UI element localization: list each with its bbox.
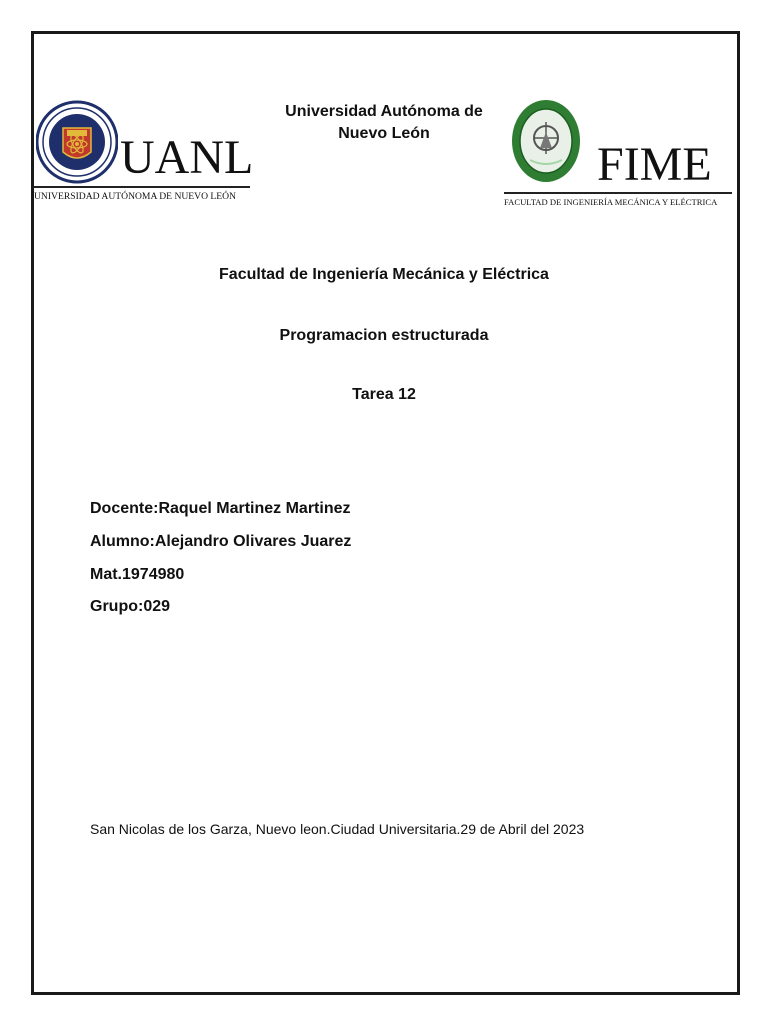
- place-date: San Nicolas de los Garza, Nuevo leon.Ciudad Universitaria.29 de Abril del 2023: [90, 821, 585, 837]
- university-title-line2: Nuevo León: [338, 125, 430, 142]
- teacher-line: Docente:Raquel Martinez Martinez: [90, 500, 351, 517]
- uanl-logo: [34, 100, 256, 206]
- fime-divider: [504, 192, 732, 194]
- university-title: [234, 101, 534, 145]
- student-id-line: Mat.1974980: [90, 566, 185, 583]
- fime-wordmark: FIME: [597, 138, 712, 191]
- university-title-line1: Universidad Autónoma de: [285, 103, 483, 120]
- uanl-seal-icon: [36, 100, 118, 184]
- fime-logo: [504, 98, 736, 212]
- group-line: Grupo:029: [90, 598, 171, 615]
- uanl-subtitle: UNIVERSIDAD AUTÓNOMA DE NUEVO LEÓN: [34, 191, 236, 202]
- fime-seal-icon: [510, 98, 582, 184]
- faculty-name: Facultad de Ingeniería Mecánica y Eléctrica: [219, 266, 549, 283]
- assignment-title: Tarea 12: [352, 386, 416, 403]
- course-name: Programacion estructurada: [279, 327, 489, 344]
- fime-subtitle: FACULTAD DE INGENIERÍA MECÁNICA Y ELÉCTRICA: [504, 197, 718, 207]
- student-line: Alumno:Alejandro Olivares Juarez: [90, 533, 352, 550]
- uanl-wordmark: UANL: [120, 131, 254, 184]
- uanl-divider: [34, 186, 250, 188]
